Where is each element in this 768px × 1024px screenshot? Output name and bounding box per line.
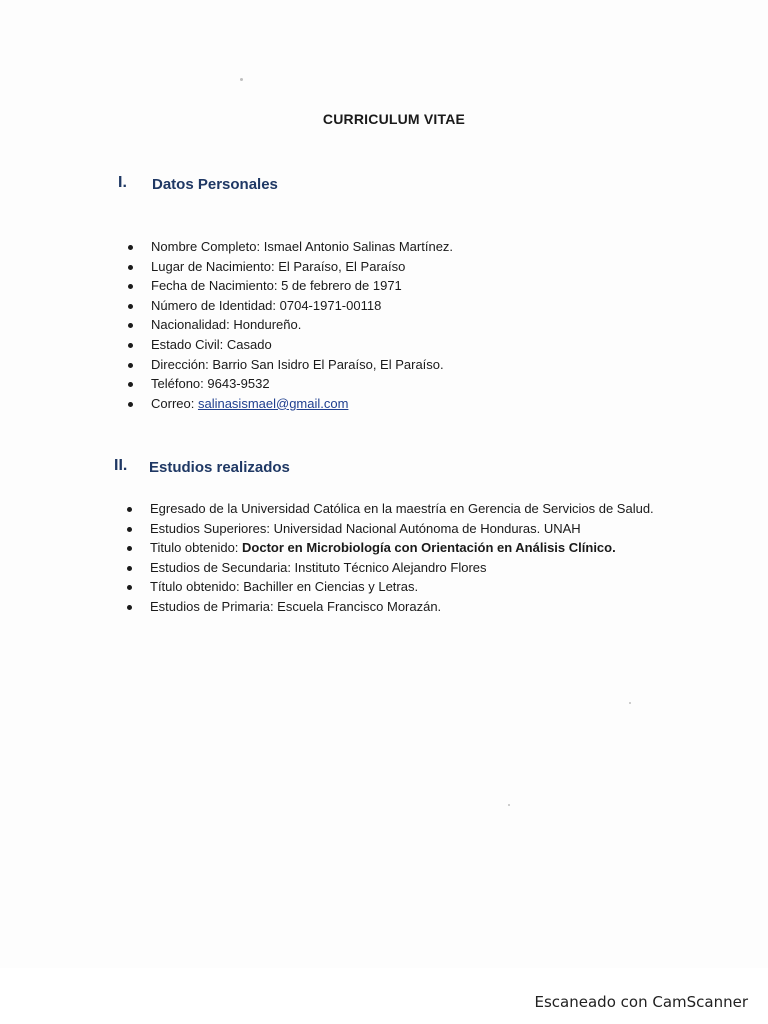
item-value: Barrio San Isidro El Paraíso, El Paraíso. [212,356,444,372]
item-value: 9643-9532 [207,376,270,392]
scan-speck [508,804,510,806]
item-value: El Paraíso, El Paraíso [278,258,406,274]
document-title-text: CURRICULUM VITAE [322,111,466,127]
list-item-primaria: Estudios de Primaria: Escuela Francisco Morazán. [127,597,658,617]
list-item-secundaria: Estudios de Secundaria: Instituto Técnico Alejandro Flores [127,558,658,578]
item-value: Casado [226,336,272,352]
personal-data-list [128,237,688,413]
item-label: Correo: [151,395,198,411]
item-value-bold: Doctor en Microbiología con Orientación en Análisis Clínico. [242,540,616,556]
studies-list [127,499,658,617]
item-label: Lugar de Nacimiento: [151,258,279,274]
item-value: Hondureño. [233,317,302,333]
section-title: Estudios realizados [149,459,290,476]
list-item-titulo-doctor [127,538,658,558]
item-value: Ismael Antonio Salinas Martínez. [263,239,454,254]
list-item-nombre [128,237,688,257]
item-label: Titulo obtenido: [150,540,243,556]
email-link[interactable]: salinasismael@gmail.com [197,395,349,411]
item-label: Estado Civil: [151,336,227,352]
list-item-nacionalidad [128,315,688,335]
scan-speck [629,702,631,704]
item-label: Nombre Completo: [151,239,264,254]
list-item-telefono [128,374,688,394]
list-item-fecha-nacimiento [128,276,688,296]
list-item-maestria: Egresado de la Universidad Católica en la maestría en Gerencia de Servicios de Salud. [127,499,658,519]
camscanner-watermark: Escaneado con CamScanner [534,993,748,1011]
item-label: Dirección: [151,356,213,372]
scan-speck [240,78,243,81]
item-label: Fecha de Nacimiento: [151,278,282,294]
list-item-titulo-bachiller: Título obtenido: Bachiller en Ciencias y Letras. [127,577,658,597]
item-label: Teléfono: [151,376,208,392]
list-item-direccion [128,355,688,375]
section-title: Datos Personales [152,176,278,193]
document-title [0,111,768,127]
section-number: II. [114,457,128,474]
list-item-estudios-superiores: Estudios Superiores: Universidad Nacional Autónoma de Honduras. UNAH [127,519,658,539]
list-item-lugar-nacimiento [128,257,688,277]
section-number: I. [118,174,127,191]
item-value: 5 de febrero de 1971 [281,278,402,294]
item-label: Nacionalidad: [151,317,234,333]
list-item-correo [128,394,688,414]
list-item-identidad [128,296,688,316]
item-label: Número de Identidad: [151,297,280,313]
list-item-estado-civil [128,335,688,355]
item-value: 0704-1971-00118 [279,297,382,313]
